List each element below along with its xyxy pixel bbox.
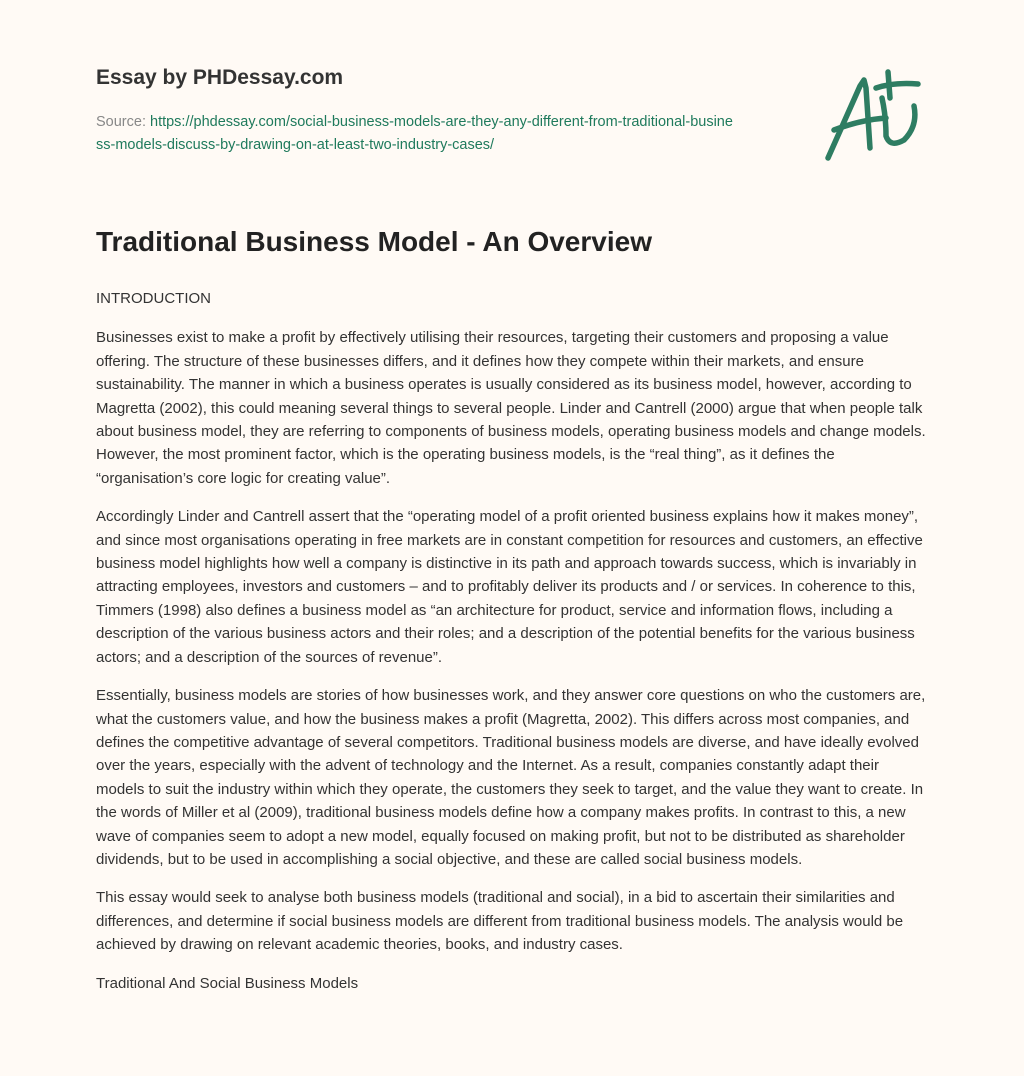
paragraph: Businesses exist to make a profit by effectively utilising their resources, targeting their customers and proposing a value offering. The structure of these businesses differs, and it defines how they compete within their markets, and ensure sustainability. The manner in which a business operates is usually considered as its business model, however, according to Magretta (2002), this could meaning several things to several people. Linder and Cantrell (2000) argue that when people talk about business model, they are referring to components of business models, operating business models and change models. However, the most prominent factor, which is the operating business models, is the “real thing”, as it defines the “organisation’s core logic for creating value”. bbox=[96, 329, 926, 487]
site-brand: Essay by PHDessay.com bbox=[96, 66, 344, 89]
source-link[interactable]: https://phdessay.com/social-business-models-are-they-any-different-from-traditional-business-models-discuss-by-drawing-on-at-least-two-industry-cases/ bbox=[96, 114, 733, 153]
paragraph: Essentially, business models are stories of how businesses work, and they answer core questions on who the customers are, what the customers value, and how the business makes a profit (Magretta, 2002). This differs across most companies, and defines the competitive advantage of several competitors. Traditional business models are diverse, and have ideally evolved over the years, especially with the advent of technology and the Internet. As a result, companies constantly adapt their models to suit the industry within which they operate, the customers they seek to target, and the value they want to create. In the words of Miller et al (2009), traditional business models define how a company makes profits. In contrast to this, a new wave of companies seem to adopt a new model, equally focused on making profit, but not to be distributed as shareholder dividends, but to be used in accomplishing a social objective, and these are called social business models. bbox=[96, 687, 926, 868]
source-line bbox=[96, 111, 736, 157]
a-plus-logo-icon bbox=[820, 68, 930, 168]
paragraph: This essay would seek to analyse both business models (traditional and social), in a bid to ascertain their similarities and differences, and determine if social business models are different from traditional business models. The analysis would be achieved by drawing on relevant academic theories, books, and industry cases. bbox=[96, 889, 904, 954]
article-body bbox=[96, 287, 928, 1010]
source-label: Source: bbox=[96, 114, 150, 130]
paragraph: Accordingly Linder and Cantrell assert that the “operating model of a profit oriented business explains how it makes money”, and since most organisations operating in free markets are in constant competition for resources and customers, an effective business model highlights how well a company is distinctive in its path and approach towards success, which is invariably in attracting employees, investors and customers – and to profitably deliver its products and / or services. In coherence to this, Timmers (1998) also defines a business model as “an architecture for product, service and information flows, including a description of the various business actors and their roles; and a description of the potential benefits for the various business actors; and a description of the sources of revenue”. bbox=[96, 508, 923, 666]
section-heading-traditional-social: Traditional And Social Business Models bbox=[96, 974, 359, 992]
page-title: Traditional Business Model - An Overview bbox=[96, 226, 652, 257]
section-heading-introduction: INTRODUCTION bbox=[96, 290, 211, 307]
